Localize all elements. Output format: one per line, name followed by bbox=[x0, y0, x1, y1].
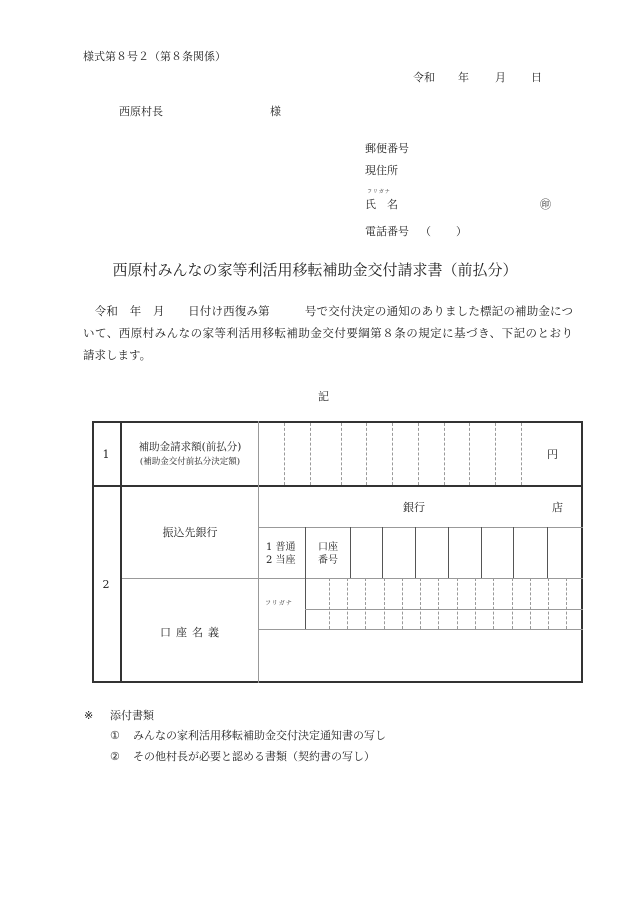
furigana-char-divider bbox=[530, 578, 531, 629]
addressee-name: 西原村長 bbox=[119, 105, 163, 118]
account-type-current: 2 当座 bbox=[266, 555, 296, 566]
address-label: 現住所 bbox=[365, 164, 398, 177]
furigana-char-divider bbox=[566, 578, 567, 629]
account-box-divider bbox=[382, 527, 383, 578]
row-divider bbox=[92, 485, 583, 487]
digit-divider bbox=[444, 423, 445, 485]
bank-suffix: 銀行 bbox=[403, 501, 425, 514]
furigana-char-divider bbox=[438, 578, 439, 629]
body-line: いて、西原村みんなの家等利活用移転補助金交付要綱第８条の規定に基づき、下記のとおり bbox=[83, 326, 573, 340]
yen-unit: 円 bbox=[547, 448, 558, 461]
account-holder-label: 口座名義 bbox=[160, 626, 224, 639]
digit-divider bbox=[469, 423, 470, 485]
ki-heading: 記 bbox=[318, 390, 329, 403]
furigana-char-divider bbox=[329, 578, 330, 629]
claim-amount-label: 補助金請求額(前払分) bbox=[138, 441, 242, 453]
account-box-divider bbox=[350, 527, 351, 578]
claim-table bbox=[92, 421, 583, 683]
furigana-char-divider bbox=[512, 578, 513, 629]
claim-amount-sublabel: (補助金交付前払分決定額) bbox=[139, 457, 241, 467]
account-box-divider bbox=[305, 527, 306, 578]
bank-row-divider bbox=[258, 527, 583, 528]
document-title: 西原村みんなの家等利活用移転補助金交付請求書（前払分） bbox=[112, 261, 518, 279]
body-line: 請求します。 bbox=[83, 348, 152, 362]
name-label: 氏 名 bbox=[365, 198, 398, 211]
attachment-text: その他村長が必要と認める書類（契約書の写し） bbox=[133, 750, 375, 763]
body-line: 令和 年 月 日付け西復み第 号で交付決定の通知のありました標記の補助金につ bbox=[83, 304, 573, 318]
furigana-char-divider bbox=[457, 578, 458, 629]
addressee-honorific: 様 bbox=[270, 105, 281, 118]
date-month-label: 月 bbox=[495, 71, 506, 84]
seal-icon: ㊞ bbox=[540, 198, 551, 211]
date-year-label: 年 bbox=[458, 71, 469, 84]
bank-label: 振込先銀行 bbox=[162, 526, 218, 539]
furigana-char-divider bbox=[420, 578, 421, 629]
furigana-char-divider bbox=[347, 578, 348, 629]
digit-divider bbox=[341, 423, 342, 485]
furigana-char-divider bbox=[365, 578, 366, 629]
phone-label: 電話番号 bbox=[365, 225, 409, 238]
note-mark: ※ bbox=[84, 709, 94, 722]
furigana-char-divider bbox=[475, 578, 476, 629]
attachments-heading: 添付書類 bbox=[110, 709, 154, 722]
date-day-label: 日 bbox=[531, 71, 542, 84]
holder-furigana-label: フリガナ bbox=[265, 600, 293, 607]
date-era: 令和 bbox=[413, 71, 435, 84]
number-column-divider bbox=[120, 421, 122, 683]
digit-divider bbox=[418, 423, 419, 485]
account-box-divider bbox=[481, 527, 482, 578]
phone-close-paren: ） bbox=[456, 225, 467, 238]
digit-divider bbox=[392, 423, 393, 485]
account-box-divider bbox=[547, 527, 548, 578]
attachment-marker: ① bbox=[110, 729, 120, 742]
digit-divider bbox=[521, 423, 522, 485]
row-number: 1 bbox=[102, 448, 110, 461]
furigana-label-divider bbox=[305, 578, 306, 629]
account-holder-name-field bbox=[259, 630, 581, 681]
form-number: 様式第８号２（第８条関係） bbox=[83, 50, 226, 63]
postal-code-label: 郵便番号 bbox=[365, 142, 409, 155]
account-box-divider bbox=[415, 527, 416, 578]
account-box-divider bbox=[448, 527, 449, 578]
name-furigana-label: フリガナ bbox=[367, 189, 391, 195]
account-row-divider bbox=[122, 578, 583, 579]
account-number-label: 口座 bbox=[318, 542, 338, 553]
digit-divider bbox=[366, 423, 367, 485]
attachment-text: みんなの家利活用移転補助金交付決定通知書の写し bbox=[133, 729, 386, 742]
row-number: 2 bbox=[102, 578, 110, 591]
phone-open-paren: （ bbox=[420, 225, 431, 238]
digit-divider bbox=[284, 423, 285, 485]
account-type-ordinary: 1 普通 bbox=[266, 542, 296, 553]
digit-divider bbox=[310, 423, 311, 485]
digit-divider bbox=[495, 423, 496, 485]
furigana-char-divider bbox=[402, 578, 403, 629]
furigana-char-divider bbox=[384, 578, 385, 629]
furigana-char-divider bbox=[493, 578, 494, 629]
account-box-divider bbox=[513, 527, 514, 578]
furigana-char-divider bbox=[548, 578, 549, 629]
branch-suffix: 店 bbox=[552, 501, 563, 514]
account-number-label: 番号 bbox=[318, 555, 338, 566]
attachment-marker: ② bbox=[110, 750, 120, 763]
